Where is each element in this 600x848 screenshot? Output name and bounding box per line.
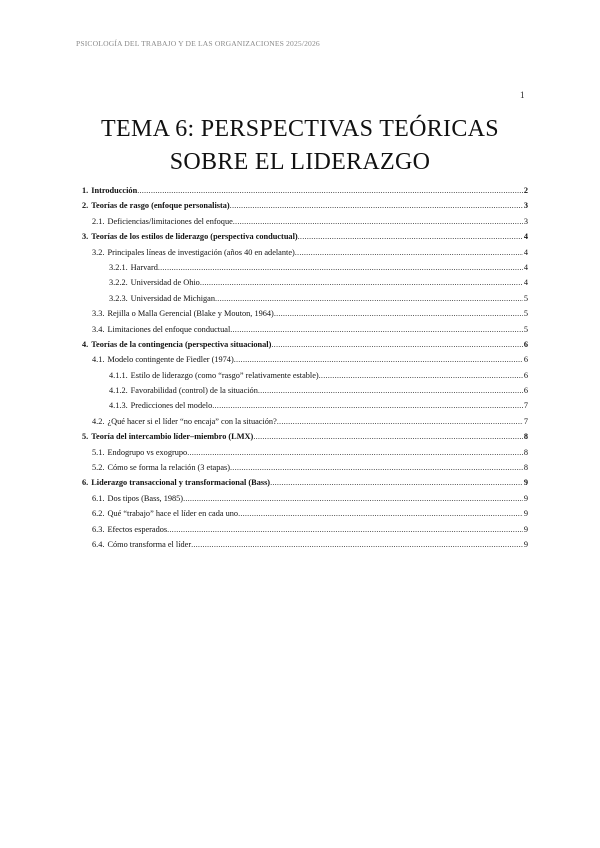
toc-entry-number: 4.1.2. bbox=[109, 386, 128, 396]
toc-entry[interactable] bbox=[82, 537, 528, 552]
toc-entry[interactable] bbox=[82, 522, 528, 537]
dot-leader bbox=[298, 229, 523, 244]
dot-leader bbox=[212, 398, 523, 413]
dot-leader bbox=[319, 368, 523, 383]
toc-entry-title: Efectos esperados bbox=[107, 524, 168, 534]
dot-leader bbox=[258, 383, 523, 398]
toc-entry[interactable] bbox=[82, 429, 528, 444]
toc-entry-page: 9 bbox=[523, 509, 528, 519]
toc-entry-number: 5. bbox=[82, 432, 89, 442]
dot-leader bbox=[230, 460, 523, 475]
toc-entry-number: 5.1. bbox=[92, 447, 105, 457]
toc-entry-title: Modelo contingente de Fiedler (1974) bbox=[107, 355, 234, 365]
toc-entry-page: 6 bbox=[523, 370, 528, 380]
toc-entry-page: 5 bbox=[523, 324, 528, 334]
toc-entry-page: 6 bbox=[523, 386, 528, 396]
toc-entry-page: 3 bbox=[523, 201, 528, 211]
toc-entry-title: Qué “trabajo” hace el líder en cada uno bbox=[107, 509, 239, 519]
toc-entry[interactable] bbox=[82, 352, 528, 367]
toc-entry[interactable] bbox=[82, 368, 528, 383]
toc-entry-title: Universidad de Ohio bbox=[130, 278, 200, 288]
dot-leader bbox=[238, 506, 523, 521]
toc-entry-page: 9 bbox=[523, 524, 528, 534]
dot-leader bbox=[137, 183, 523, 198]
toc-entry-number: 3.2.2. bbox=[109, 278, 128, 288]
toc-entry-title: Favorabilidad (control) de la situación bbox=[130, 386, 258, 396]
toc-entry-page: 8 bbox=[523, 463, 528, 473]
toc-entry[interactable] bbox=[82, 291, 528, 306]
dot-leader bbox=[274, 306, 523, 321]
toc-entry[interactable] bbox=[82, 475, 528, 490]
toc-entry-title: Harvard bbox=[130, 262, 158, 272]
toc-entry-page: 4 bbox=[523, 232, 528, 242]
dot-leader bbox=[191, 537, 523, 552]
toc-entry-title: Teorías de la contingencia (perspectiva situacional) bbox=[91, 339, 272, 349]
toc-entry-page: 9 bbox=[523, 478, 528, 488]
toc-entry-page: 9 bbox=[523, 493, 528, 503]
toc-entry-page: 4 bbox=[523, 278, 528, 288]
dot-leader bbox=[234, 352, 523, 367]
toc-entry[interactable] bbox=[82, 398, 528, 413]
dot-leader bbox=[158, 260, 523, 275]
toc-entry-number: 4. bbox=[82, 339, 89, 349]
dot-leader bbox=[167, 522, 523, 537]
dot-leader bbox=[183, 491, 523, 506]
toc-entry-number: 6.1. bbox=[92, 493, 105, 503]
toc-entry-number: 2. bbox=[82, 201, 89, 211]
toc-entry-title: Principales líneas de investigación (años 40 en adelante) bbox=[107, 247, 295, 257]
toc-entry-title: Teorías de los estilos de liderazgo (perspectiva conductual) bbox=[91, 232, 298, 242]
dot-leader bbox=[233, 214, 523, 229]
toc-entry[interactable] bbox=[82, 445, 528, 460]
toc-entry-page: 7 bbox=[523, 416, 528, 426]
toc-entry[interactable] bbox=[82, 460, 528, 475]
toc-entry-number: 4.1.3. bbox=[109, 401, 128, 411]
dot-leader bbox=[200, 275, 523, 290]
table-of-contents bbox=[82, 183, 528, 552]
toc-entry-title: Liderazgo transaccional y transformacional (Bass) bbox=[91, 478, 271, 488]
toc-entry-page: 2 bbox=[523, 186, 528, 195]
toc-entry-title: Dos tipos (Bass, 1985) bbox=[107, 493, 184, 503]
toc-entry[interactable] bbox=[82, 506, 528, 521]
toc-entry-page: 5 bbox=[523, 293, 528, 303]
dot-leader bbox=[215, 291, 523, 306]
toc-entry[interactable] bbox=[82, 337, 528, 352]
dot-leader bbox=[270, 475, 523, 490]
toc-entry-number: 5.2. bbox=[92, 463, 105, 473]
toc-entry-page: 3 bbox=[523, 216, 528, 226]
toc-entry-number: 3.2.1. bbox=[109, 262, 128, 272]
toc-entry[interactable] bbox=[82, 183, 528, 198]
toc-entry-page: 6 bbox=[523, 355, 528, 365]
dot-leader bbox=[187, 445, 523, 460]
document-title-line-1: TEMA 6: PERSPECTIVAS TEÓRICAS bbox=[101, 116, 499, 142]
page-number: 1 bbox=[520, 90, 525, 100]
toc-entry-page: 8 bbox=[523, 432, 528, 442]
toc-entry-page: 7 bbox=[523, 401, 528, 411]
toc-entry-title: Estilo de liderazgo (como “rasgo” relativamente estable) bbox=[130, 370, 319, 380]
toc-entry-number: 6.2. bbox=[92, 509, 105, 519]
toc-entry-page: 8 bbox=[523, 447, 528, 457]
toc-entry-page: 4 bbox=[523, 247, 528, 257]
toc-entry-title: Limitaciones del enfoque conductual bbox=[107, 324, 231, 334]
toc-entry-number: 3. bbox=[82, 232, 89, 242]
toc-entry[interactable] bbox=[82, 275, 528, 290]
dot-leader bbox=[230, 198, 523, 213]
toc-entry[interactable] bbox=[82, 229, 528, 244]
toc-entry-number: 4.1.1. bbox=[109, 370, 128, 380]
toc-entry-number: 2.1. bbox=[92, 216, 105, 226]
toc-entry[interactable] bbox=[82, 245, 528, 260]
dot-leader bbox=[277, 414, 523, 429]
toc-entry-number: 3.3. bbox=[92, 309, 105, 319]
toc-entry-number: 3.4. bbox=[92, 324, 105, 334]
toc-entry-page: 9 bbox=[523, 539, 528, 549]
toc-entry-page: 4 bbox=[523, 262, 528, 272]
toc-entry-title: Universidad de Michigan bbox=[130, 293, 216, 303]
toc-entry[interactable] bbox=[82, 414, 528, 429]
toc-entry-title: Endogrupo vs exogrupo bbox=[107, 447, 188, 457]
toc-entry-page: 6 bbox=[523, 339, 528, 349]
toc-entry[interactable] bbox=[82, 214, 528, 229]
document-title-line-2: SOBRE EL LIDERAZGO bbox=[169, 149, 431, 175]
toc-entry-page: 5 bbox=[523, 309, 528, 319]
toc-entry-title: Cómo transforma el líder bbox=[107, 539, 192, 549]
toc-entry-title: Teorías de rasgo (enfoque personalista) bbox=[91, 201, 230, 211]
dot-leader bbox=[253, 429, 523, 444]
toc-entry-number: 3.2. bbox=[92, 247, 105, 257]
toc-entry-title: Deficiencias/limitaciones del enfoque bbox=[107, 216, 233, 226]
toc-entry[interactable] bbox=[82, 306, 528, 321]
toc-entry-title: Introducción bbox=[91, 186, 138, 195]
toc-entry[interactable] bbox=[82, 260, 528, 275]
dot-leader bbox=[295, 245, 523, 260]
toc-entry-number: 1. bbox=[82, 186, 89, 195]
toc-entry-number: 6.3. bbox=[92, 524, 105, 534]
toc-entry[interactable] bbox=[82, 322, 528, 337]
toc-entry-number: 6.4. bbox=[92, 539, 105, 549]
toc-entry[interactable] bbox=[82, 383, 528, 398]
toc-entry-number: 4.2. bbox=[92, 416, 105, 426]
toc-entry-title: Cómo se forma la relación (3 etapas) bbox=[107, 463, 231, 473]
toc-entry-number: 4.1. bbox=[92, 355, 105, 365]
toc-entry[interactable] bbox=[82, 491, 528, 506]
toc-entry-title: Teoría del intercambio líder–miembro (LMX) bbox=[91, 432, 254, 442]
toc-entry[interactable] bbox=[82, 198, 528, 213]
toc-entry-title: Rejilla o Malla Gerencial (Blake y Mouton, 1964) bbox=[107, 309, 274, 319]
toc-entry-number: 3.2.3. bbox=[109, 293, 128, 303]
running-header: PSICOLOGÍA DEL TRABAJO Y DE LAS ORGANIZACIONES 2025/2026 bbox=[76, 39, 320, 48]
toc-entry-title: Predicciones del modelo bbox=[130, 401, 213, 411]
toc-entry-number: 6. bbox=[82, 478, 89, 488]
dot-leader bbox=[230, 322, 523, 337]
toc-entry-title: ¿Qué hacer si el líder “no encaja” con la situación? bbox=[107, 416, 277, 426]
dot-leader bbox=[271, 337, 522, 352]
